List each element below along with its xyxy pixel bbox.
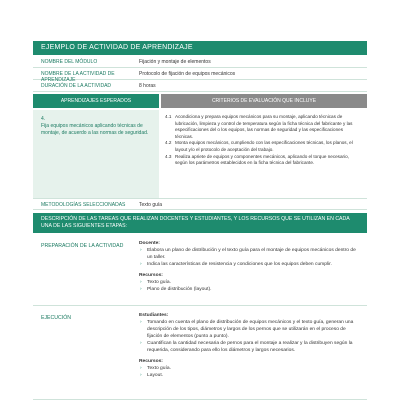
module-value: Fijación y montaje de elementos (139, 59, 211, 65)
preparation-label: PREPARACIÓN DE LA ACTIVIDAD (41, 243, 124, 249)
list-item (139, 365, 361, 372)
criterion-text: Acondiciona y prepara equipos mecánicos para su montaje, aplicando técnicas de lubricación, limpieza y control de temperatura según la ficha técnica del fabricante y las especificaciones del o los equipos, las normas de seguridad y las especificaciones técnicas. (175, 114, 353, 139)
methodology-row (33, 198, 367, 210)
duration-row (33, 80, 367, 92)
methodology-label: METODOLOGÍAS SELECCIONADAS (41, 202, 126, 208)
criterion-item (165, 114, 361, 140)
execution-resources-label: Recursos: (139, 359, 163, 364)
activity-title: EJEMPLO DE ACTIVIDAD DE APRENDIZAJE (33, 41, 367, 55)
task-text: Indica las características de resistencia y condiciones que los equipos deben cumplir. (147, 262, 332, 267)
criterion-item (165, 140, 361, 153)
resource-text: Texto guía. (147, 280, 171, 285)
expected-learning-cell (33, 110, 159, 198)
resource-text: Texto guía. (147, 366, 171, 371)
execution-section (33, 308, 367, 400)
criteria-cell (161, 110, 367, 198)
criterion-text: Monta equipos mecánicos, cumpliendo con las especificaciones técnicas, los planos, el layout y/o el protocolo de aceptación del trabajo. (175, 140, 353, 152)
criterion-text: Realiza apriete de equipos y componentes mecánicos, aplicando el torque necesario, según los parámetros establecidos en la ficha técnica del fabricante. (175, 153, 349, 166)
expected-learning-header: APRENDIZAJES ESPERADOS (33, 94, 159, 108)
chevron-right-icon: › (140, 320, 142, 325)
chevron-right-icon: › (140, 287, 142, 292)
module-label: NOMBRE DEL MÓDULO (41, 59, 98, 65)
list-item (139, 286, 361, 293)
criterion-item (165, 154, 361, 167)
chevron-right-icon: › (140, 373, 142, 378)
list-item (139, 247, 361, 261)
list-item (139, 340, 361, 354)
tasks-description-header: DESCRIPCIÓN DE LAS TAREAS QUE REALIZAN DOCENTES Y ESTUDIANTES, Y LOS RECURSOS QUE SE UTILIZAN EN CADA UNA DE LAS SIGUIENTES ETAPAS: (33, 213, 367, 233)
chevron-right-icon: › (140, 262, 142, 267)
chevron-right-icon: › (140, 341, 142, 346)
evaluation-criteria-header: CRITERIOS DE EVALUACIÓN QUE INCLUYE (161, 94, 367, 108)
resource-text: Plano de distribución (layout). (147, 287, 212, 292)
task-text: Cuantifican la cantidad necesaria de pernos para el montaje a realizar y la distribuyen según la requerida, considerando para ello los diámetros y largos necesarios. (147, 341, 353, 353)
list-item (139, 279, 361, 286)
criterion-code: 4.1 (165, 114, 172, 119)
execution-body (135, 308, 367, 379)
criterion-code: 4.2 (165, 140, 172, 146)
duration-label: DURACIÓN DE LA ACTIVIDAD (41, 83, 112, 89)
list-item (139, 319, 361, 340)
chevron-right-icon: › (140, 366, 142, 371)
activity-name-value: Protocolo de fijación de equipos mecánicos (139, 71, 236, 77)
execution-label: EJECUCIÓN (41, 315, 71, 321)
module-row (33, 56, 367, 68)
methodology-value: Texto guía (139, 202, 163, 208)
criterion-code: 4.3 (165, 153, 172, 159)
activity-name-label: NOMBRE DE LA ACTIVIDAD DE APRENDIZAJE (41, 71, 115, 83)
activity-sheet (33, 0, 367, 400)
resource-text: Layout. (147, 373, 164, 378)
activity-name-row (33, 68, 367, 83)
list-item (139, 261, 361, 268)
list-item (139, 372, 361, 379)
preparation-resources-label: Recursos: (139, 273, 163, 278)
execution-actor: Estudiantes: (139, 313, 169, 318)
preparation-section (33, 236, 367, 306)
chevron-right-icon: › (140, 248, 142, 253)
preparation-body (135, 236, 367, 293)
duration-value: 8 horas (139, 83, 156, 89)
learning-number: 4. (41, 116, 46, 122)
task-text: Elabora un plano de distribución y el texto guía para el montaje de equipos mecánicos dentro de un taller. (147, 248, 356, 260)
preparation-actor: Docente: (139, 241, 160, 246)
chevron-right-icon: › (140, 280, 142, 285)
task-text: Tomando en cuenta el plano de distribución de equipos mecánicos y el texto guía, generan una descripción de los tipos, diámetros y largos de los pernos que se utilizarán en el proceso de fijación de elementos (punto a punto). (147, 320, 354, 339)
learning-text: Fija equipos mecánicos aplicando técnicas de montaje, de acuerdo a las normas de seguridad. (41, 123, 149, 136)
